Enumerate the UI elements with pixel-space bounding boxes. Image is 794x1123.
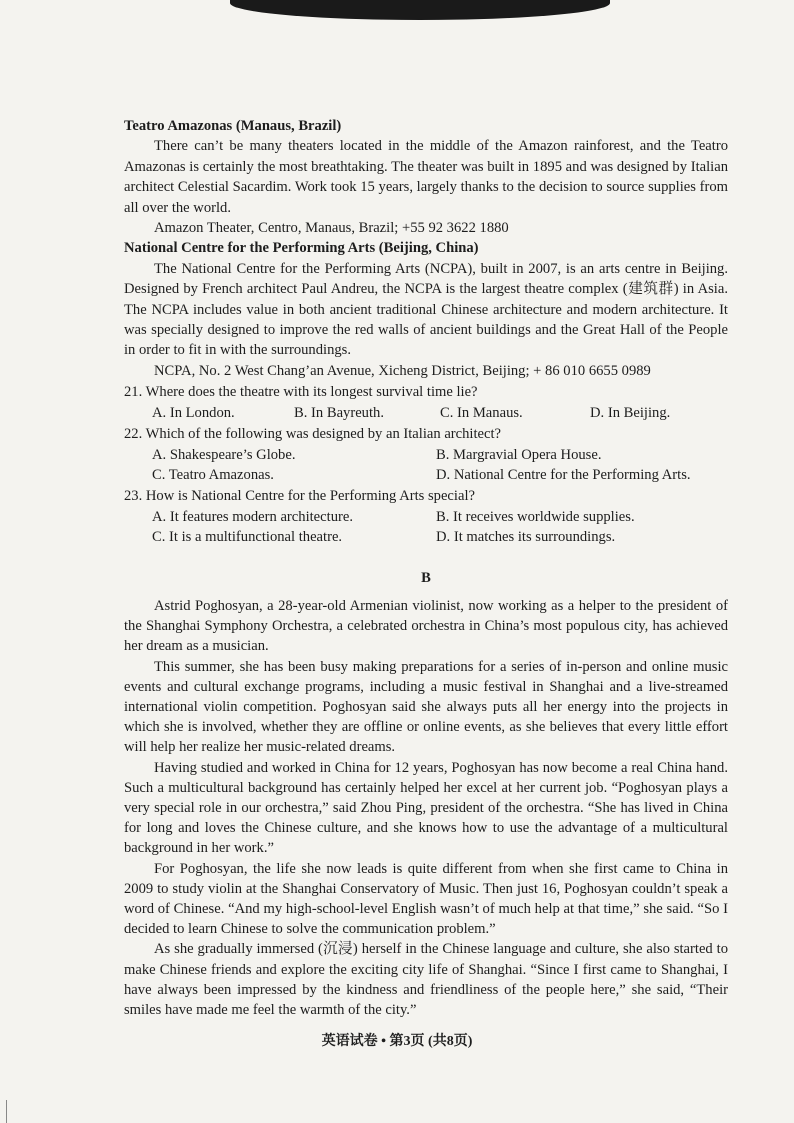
question-stem: 21. Where does the theatre with its longest survival time lie? [124,384,478,401]
option-d: D. National Centre for the Performing Arts. [436,466,691,483]
question-options [124,507,728,548]
option-a: A. It features modern architecture. [152,508,353,525]
option-c: C. Teatro Amazonas. [152,466,274,483]
ncpa-entry [124,238,728,381]
option-b: B. It receives worldwide supplies. [436,508,635,525]
option-a: A. Shakespeare’s Globe. [152,446,296,463]
option-a: A. In London. [152,404,235,421]
option-b: B. Margravial Opera House. [436,446,602,463]
page-footer: 英语试卷 • 第3页 (共8页) [321,1034,473,1049]
question-options [124,445,728,486]
passage-paragraph: This summer, she has been busy making preparations for a series of in-person and online music events and cultural exchange programs, including a music festival in Shanghai and a live-streamed international violin competition. Poghosyan said she always puts all her energy into the projects in which she is involved, whether they are offline or online events, as she believes that every little effort will help her realize her music-related dreams. [124,658,728,756]
question-23 [124,486,728,547]
option-d: D. It matches its surroundings. [436,529,616,546]
passage-paragraph: Astrid Poghosyan, a 28-year-old Armenian violinist, now working as a helper to the president of the Shanghai Symphony Orchestra, a celebrated orchestra in China’s most populous city, has achieved her dream as a musician. [124,597,728,655]
ncpa-body: The National Centre for the Performing Arts (NCPA), built in 2007, is an arts centre in Beijing. Designed by French architect Paul Andreu, the NCPA is the largest theatre complex (建筑群) in Asia. The NCPA includes value in both ancient traditional Chinese architecture and modern architecture. It was specially designed to improve the red walls of ancient buildings and the Great Hall of the People in order to fit in with the surroundings. [124,260,728,359]
option-b: B. In Bayreuth. [294,404,384,421]
teatro-amazonas-entry [124,116,728,238]
question-21 [124,382,728,423]
passage-paragraph: As she gradually immersed (沉浸) herself in the Chinese language and culture, she also started to make Chinese friends and explore the exciting city life of Shanghai. “Since I first came to Shanghai, I have always been impressed by the kindness and friendliness of the people here,” she said, “Their smiles have made me feel the warmth of the city.” [124,941,728,1018]
option-d: D. In Beijing. [590,404,671,421]
teatro-amazonas-contact: Amazon Theater, Centro, Manaus, Brazil; +55 92 3622 1880 [154,220,509,237]
question-stem: 22. Which of the following was designed by an Italian architect? [124,426,502,443]
passage-b [124,568,728,1021]
ncpa-title: National Centre for the Performing Arts (Beijing, China) [124,240,479,257]
section-label: B [421,569,431,586]
passage-paragraph: Having studied and worked in China for 12 years, Poghosyan has now become a real China hand. Such a multicultural background has certainly helped her excel at her current job. “Poghosyan plays a very special role in our orchestra,” said Zhou Ping, president of the orchestra. “She has lived in China for long and loves the Chinese culture, and she knows how to use the advantage of a multicultural background in her work.” [124,759,728,857]
option-c: C. It is a multifunctional theatre. [152,529,343,546]
ncpa-contact: NCPA, No. 2 West Chang’an Avenue, Xicheng District, Beijing; + 86 010 6655 0989 [154,362,651,379]
scan-edge-line [6,1100,7,1123]
scan-shadow [230,0,610,20]
teatro-amazonas-body: There can’t be many theaters located in the middle of the Amazon rainforest, and the Teatro Amazonas is certainly the most breathtaking. The theater was built in 1895 and was designed by Italian architect Celestial Sacardim. Work took 15 years, largely thanks to the decision to source supplies from all over the world. [124,138,728,216]
teatro-amazonas-title: Teatro Amazonas (Manaus, Brazil) [124,118,342,134]
option-c: C. In Manaus. [440,404,523,421]
exam-page [124,116,728,1020]
question-22 [124,424,728,485]
passage-paragraph: For Poghosyan, the life she now leads is quite different from when she first came to China in 2009 to study violin at the Shanghai Conservatory of Music. Then just 16, Poghosyan couldn’t speak a word of Chinese. “And my high-school-level English wasn’t of much help at that time,” she said. “So I decided to learn Chinese to solve the communication problem.” [124,860,728,938]
question-stem: 23. How is National Centre for the Performing Arts special? [124,488,475,505]
question-options [124,403,728,423]
